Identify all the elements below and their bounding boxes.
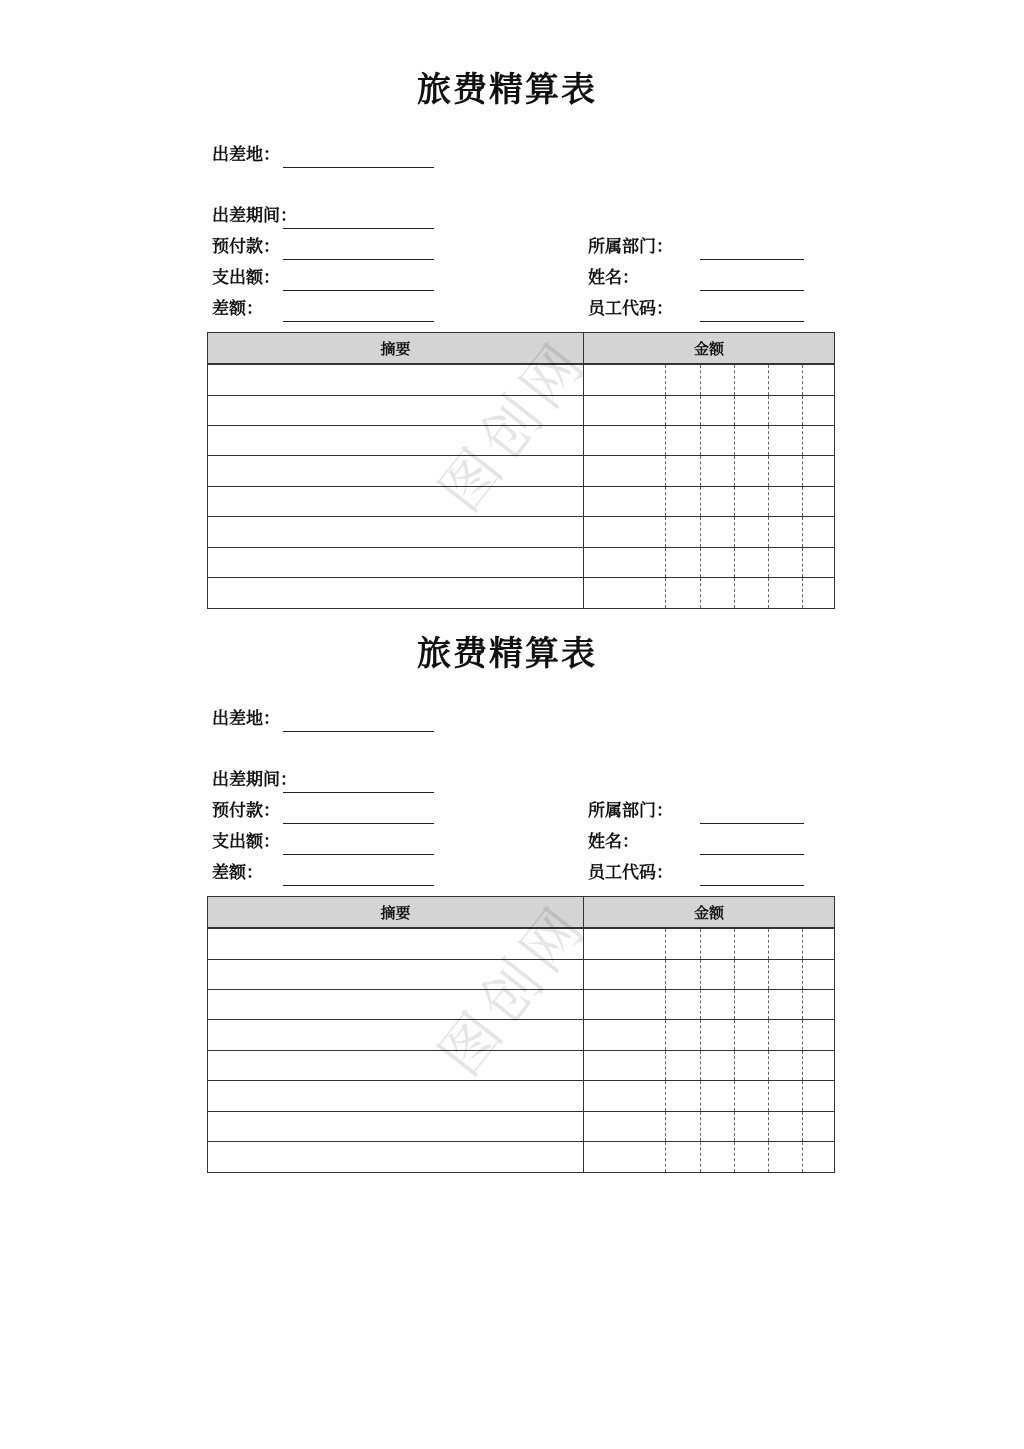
label-difference: 差额： bbox=[212, 299, 263, 319]
amount-cell[interactable] bbox=[769, 1081, 803, 1111]
amount-cell[interactable] bbox=[584, 959, 666, 989]
amount-cell[interactable] bbox=[735, 486, 769, 516]
amount-cell[interactable] bbox=[803, 425, 835, 455]
amount-cell[interactable] bbox=[701, 1020, 735, 1050]
amount-cell[interactable] bbox=[803, 395, 835, 425]
amount-cell[interactable] bbox=[769, 989, 803, 1019]
field-expenditure[interactable] bbox=[283, 854, 434, 855]
amount-cell[interactable] bbox=[584, 1111, 666, 1141]
amount-cell[interactable] bbox=[735, 425, 769, 455]
table-row bbox=[208, 1111, 835, 1141]
table-row bbox=[208, 959, 835, 989]
form-title: 旅费精算表 bbox=[417, 634, 597, 674]
label-destination: 出差地： bbox=[212, 709, 280, 729]
table-row bbox=[208, 456, 835, 486]
table-row bbox=[208, 1142, 835, 1173]
watermark: 图创网 bbox=[426, 326, 602, 525]
amount-cell[interactable] bbox=[769, 1020, 803, 1050]
column-header-amount: 金额 bbox=[584, 333, 835, 365]
summary-cell[interactable] bbox=[208, 456, 584, 486]
amount-cell[interactable] bbox=[584, 364, 666, 395]
amount-cell[interactable] bbox=[584, 928, 666, 959]
table-row bbox=[208, 1020, 835, 1050]
watermark: 图创网 bbox=[426, 890, 602, 1089]
field-destination[interactable] bbox=[283, 731, 434, 732]
label-trip-period: 出差期间： bbox=[212, 206, 297, 226]
amount-cell[interactable] bbox=[735, 395, 769, 425]
amount-cell[interactable] bbox=[769, 395, 803, 425]
amount-cell[interactable] bbox=[701, 928, 735, 959]
label-expenditure: 支出额： bbox=[212, 268, 280, 288]
field-name[interactable] bbox=[700, 290, 804, 291]
table-row bbox=[208, 989, 835, 1019]
amount-cell[interactable] bbox=[666, 1111, 701, 1141]
amount-cell[interactable] bbox=[584, 456, 666, 486]
amount-cell[interactable] bbox=[735, 364, 769, 395]
field-advance-payment[interactable] bbox=[283, 823, 434, 824]
summary-cell[interactable] bbox=[208, 1142, 584, 1173]
amount-cell[interactable] bbox=[666, 1020, 701, 1050]
amount-cell[interactable] bbox=[701, 395, 735, 425]
field-trip-period[interactable] bbox=[283, 792, 434, 793]
amount-cell[interactable] bbox=[701, 989, 735, 1019]
amount-cell[interactable] bbox=[803, 486, 835, 516]
table-row bbox=[208, 928, 835, 959]
amount-cell[interactable] bbox=[803, 456, 835, 486]
label-department: 所属部门： bbox=[588, 237, 673, 257]
amount-cell[interactable] bbox=[584, 517, 666, 547]
amount-cell[interactable] bbox=[701, 456, 735, 486]
column-header-summary: 摘要 bbox=[208, 333, 584, 365]
label-employee-code: 员工代码： bbox=[588, 863, 673, 883]
label-advance-payment: 预付款： bbox=[212, 801, 280, 821]
amount-cell[interactable] bbox=[803, 364, 835, 395]
field-employee-code[interactable] bbox=[700, 885, 804, 886]
amount-cell[interactable] bbox=[735, 1142, 769, 1173]
amount-cell[interactable] bbox=[803, 1111, 835, 1141]
label-advance-payment: 预付款： bbox=[212, 237, 280, 257]
amount-cell[interactable] bbox=[803, 1142, 835, 1173]
amount-cell[interactable] bbox=[769, 1111, 803, 1141]
amount-cell[interactable] bbox=[666, 486, 701, 516]
summary-cell[interactable] bbox=[208, 1020, 584, 1050]
amount-cell[interactable] bbox=[735, 928, 769, 959]
amount-cell[interactable] bbox=[769, 456, 803, 486]
amount-cell[interactable] bbox=[803, 959, 835, 989]
form-title: 旅费精算表 bbox=[417, 70, 597, 110]
amount-cell[interactable] bbox=[803, 517, 835, 547]
table-row bbox=[208, 1050, 835, 1080]
amount-cell[interactable] bbox=[735, 989, 769, 1019]
amount-cell[interactable] bbox=[666, 364, 701, 395]
amount-cell[interactable] bbox=[584, 1081, 666, 1111]
label-name: 姓名： bbox=[588, 268, 639, 288]
label-department: 所属部门： bbox=[588, 801, 673, 821]
amount-cell[interactable] bbox=[701, 364, 735, 395]
amount-cell[interactable] bbox=[584, 989, 666, 1019]
amount-cell[interactable] bbox=[584, 1142, 666, 1173]
amount-cell[interactable] bbox=[701, 1142, 735, 1173]
amount-cell[interactable] bbox=[769, 959, 803, 989]
field-department[interactable] bbox=[700, 259, 804, 260]
expense-table bbox=[207, 896, 804, 1173]
summary-cell[interactable] bbox=[208, 989, 584, 1019]
amount-cell[interactable] bbox=[584, 425, 666, 455]
summary-cell[interactable] bbox=[208, 1081, 584, 1111]
field-difference[interactable] bbox=[283, 885, 434, 886]
amount-cell[interactable] bbox=[735, 1020, 769, 1050]
field-advance-payment[interactable] bbox=[283, 259, 434, 260]
amount-cell[interactable] bbox=[666, 517, 701, 547]
field-difference[interactable] bbox=[283, 321, 434, 322]
amount-cell[interactable] bbox=[701, 959, 735, 989]
field-employee-code[interactable] bbox=[700, 321, 804, 322]
amount-cell[interactable] bbox=[701, 1111, 735, 1141]
field-name[interactable] bbox=[700, 854, 804, 855]
summary-cell[interactable] bbox=[208, 1111, 584, 1141]
field-expenditure[interactable] bbox=[283, 290, 434, 291]
label-expenditure: 支出额： bbox=[212, 832, 280, 852]
amount-cell[interactable] bbox=[701, 1050, 735, 1080]
amount-cell[interactable] bbox=[666, 1142, 701, 1173]
amount-cell[interactable] bbox=[735, 456, 769, 486]
amount-cell[interactable] bbox=[803, 1020, 835, 1050]
amount-cell[interactable] bbox=[769, 486, 803, 516]
amount-cell[interactable] bbox=[735, 517, 769, 547]
summary-cell[interactable] bbox=[208, 928, 584, 959]
table-row bbox=[208, 486, 835, 516]
travel-expense-form-1 bbox=[0, 0, 1024, 564]
amount-cell[interactable] bbox=[666, 928, 701, 959]
field-department[interactable] bbox=[700, 823, 804, 824]
column-header-summary: 摘要 bbox=[208, 897, 584, 929]
amount-cell[interactable] bbox=[584, 1020, 666, 1050]
amount-cell[interactable] bbox=[735, 1050, 769, 1080]
amount-cell[interactable] bbox=[803, 928, 835, 959]
table-row bbox=[208, 425, 835, 455]
amount-cell[interactable] bbox=[584, 1050, 666, 1080]
summary-cell[interactable] bbox=[208, 364, 584, 395]
amount-cell[interactable] bbox=[584, 486, 666, 516]
table-row bbox=[208, 517, 835, 547]
summary-cell[interactable] bbox=[208, 425, 584, 455]
amount-cell[interactable] bbox=[666, 1050, 701, 1080]
amount-cell[interactable] bbox=[769, 425, 803, 455]
travel-expense-form-2 bbox=[0, 564, 1024, 1128]
amount-cell[interactable] bbox=[735, 1111, 769, 1141]
amount-cell[interactable] bbox=[666, 395, 701, 425]
amount-cell[interactable] bbox=[701, 517, 735, 547]
amount-cell[interactable] bbox=[666, 1081, 701, 1111]
column-header-amount: 金额 bbox=[584, 897, 835, 929]
amount-cell[interactable] bbox=[769, 928, 803, 959]
amount-cell[interactable] bbox=[701, 486, 735, 516]
amount-cell[interactable] bbox=[769, 1050, 803, 1080]
summary-cell[interactable] bbox=[208, 395, 584, 425]
summary-cell[interactable] bbox=[208, 1050, 584, 1080]
label-destination: 出差地： bbox=[212, 145, 280, 165]
summary-cell[interactable] bbox=[208, 959, 584, 989]
amount-cell[interactable] bbox=[769, 1142, 803, 1173]
amount-cell[interactable] bbox=[769, 517, 803, 547]
summary-cell[interactable] bbox=[208, 486, 584, 516]
field-destination[interactable] bbox=[283, 167, 434, 168]
amount-cell[interactable] bbox=[735, 1081, 769, 1111]
amount-cell[interactable] bbox=[803, 1081, 835, 1111]
amount-cell[interactable] bbox=[666, 456, 701, 486]
amount-cell[interactable] bbox=[666, 425, 701, 455]
table-row bbox=[208, 1081, 835, 1111]
label-difference: 差额： bbox=[212, 863, 263, 883]
amount-cell[interactable] bbox=[666, 989, 701, 1019]
amount-cell[interactable] bbox=[803, 1050, 835, 1080]
amount-cell[interactable] bbox=[666, 959, 701, 989]
amount-cell[interactable] bbox=[803, 989, 835, 1019]
amount-cell[interactable] bbox=[701, 425, 735, 455]
summary-cell[interactable] bbox=[208, 517, 584, 547]
table-row bbox=[208, 395, 835, 425]
label-trip-period: 出差期间： bbox=[212, 770, 297, 790]
label-name: 姓名： bbox=[588, 832, 639, 852]
table-row bbox=[208, 364, 835, 395]
amount-cell[interactable] bbox=[584, 395, 666, 425]
amount-cell[interactable] bbox=[735, 959, 769, 989]
label-employee-code: 员工代码： bbox=[588, 299, 673, 319]
amount-cell[interactable] bbox=[769, 364, 803, 395]
amount-cell[interactable] bbox=[701, 1081, 735, 1111]
field-trip-period[interactable] bbox=[283, 228, 434, 229]
